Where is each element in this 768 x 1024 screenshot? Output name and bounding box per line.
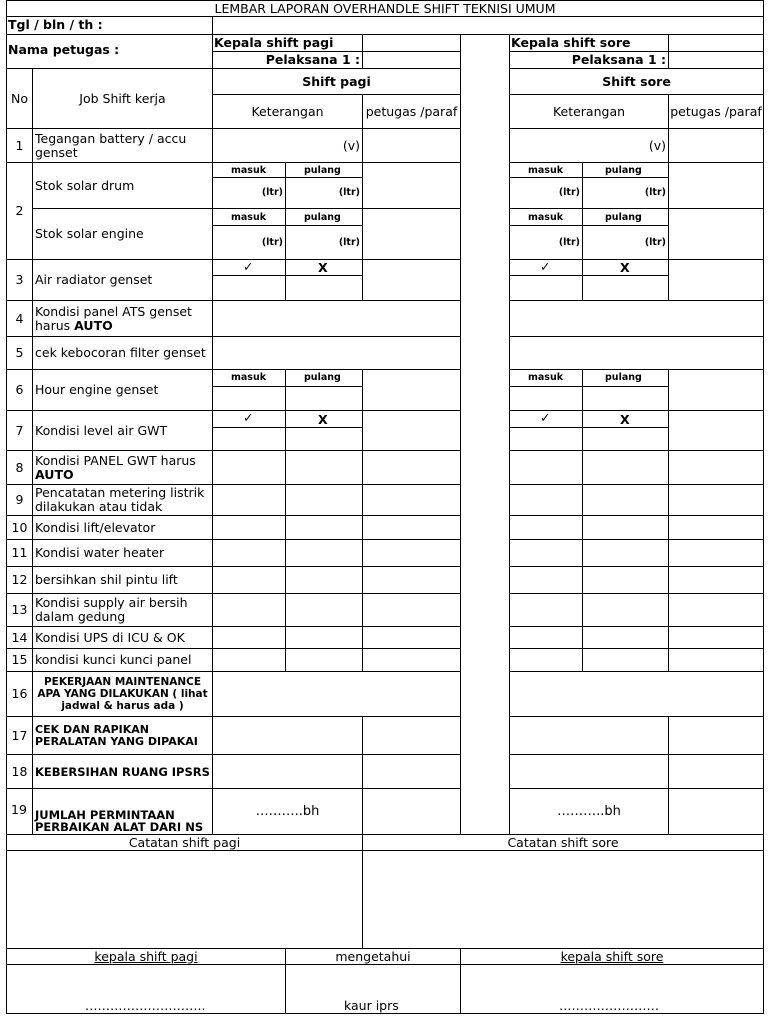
head-pagi-label: Kepala shift pagi — [212, 34, 363, 52]
pulang-field[interactable] — [582, 450, 669, 485]
check-field[interactable] — [212, 275, 286, 301]
pulang-cell[interactable]: pulang (ltr) — [285, 162, 363, 209]
petugas-sore-cell[interactable] — [668, 162, 764, 209]
row-no: 4 — [6, 300, 33, 337]
keterangan-pagi-cell[interactable] — [212, 671, 461, 717]
check-mark-cell[interactable] — [509, 259, 583, 276]
masuk-field[interactable] — [509, 450, 583, 485]
cross-mark-cell[interactable] — [582, 410, 669, 428]
pulang-cell[interactable]: pulang (ltr) — [582, 162, 669, 209]
masuk-field[interactable] — [212, 539, 286, 567]
form-title: LEMBAR LAPORAN OVERHANDLE SHIFT TEKNISI UMUM — [6, 0, 764, 17]
masuk-field[interactable] — [212, 386, 286, 411]
notes-pagi-area[interactable] — [6, 850, 363, 949]
notes-pagi-label: Catatan shift pagi — [6, 834, 363, 851]
petugas-pagi-cell[interactable] — [362, 369, 461, 411]
pulang-field[interactable] — [285, 626, 363, 649]
masuk-cell[interactable]: masuk (ltr) — [509, 162, 583, 209]
count-sore-field[interactable]: ………..bh — [509, 788, 669, 835]
check-mark-cell[interactable] — [212, 259, 286, 276]
keterangan-pagi-cell[interactable]: (v) — [212, 128, 363, 163]
row-job: JUMLAH PERMINTAAN PERBAIKAN ALAT DARI NS — [32, 788, 213, 835]
row-job: KEBERSIHAN RUANG IPSRS — [32, 754, 213, 789]
signature-kaur[interactable]: kaur iprs — [285, 964, 461, 1014]
pulang-field[interactable] — [285, 450, 363, 485]
row-no: 1 — [6, 128, 33, 163]
petugas-pagi-cell[interactable] — [362, 566, 461, 594]
footer-head-sore: kepala shift sore — [460, 948, 764, 965]
check-icon: ✓ — [243, 259, 254, 274]
masuk-field[interactable] — [509, 515, 583, 540]
row-no: 16 — [6, 671, 33, 717]
masuk-field[interactable] — [509, 484, 583, 516]
keterangan-pagi-cell[interactable] — [212, 716, 363, 755]
masuk-field[interactable] — [509, 566, 583, 594]
check-field[interactable] — [509, 427, 583, 451]
row-no: 8 — [6, 450, 33, 485]
row-job: Kondisi panel ATS genset harus AUTO — [32, 300, 213, 337]
row-no: 15 — [6, 648, 33, 672]
pulang-field[interactable] — [285, 386, 363, 411]
spacer-column — [460, 34, 510, 835]
petugas-sore-cell[interactable] — [668, 716, 764, 755]
pulang-field[interactable] — [285, 515, 363, 540]
footer-acknowledge: mengetahui — [285, 948, 461, 965]
col-keterangan-sore: Keterangan — [509, 94, 669, 129]
petugas-pagi-cell[interactable] — [362, 648, 461, 672]
petugas-sore-cell[interactable] — [668, 208, 764, 260]
row-job: Kondisi level air GWT — [32, 410, 213, 451]
masuk-field[interactable] — [212, 484, 286, 516]
cross-icon: X — [318, 260, 328, 275]
masuk-field[interactable] — [509, 539, 583, 567]
petugas-pagi-cell[interactable] — [362, 515, 461, 540]
date-label: Tgl / bln / th : — [6, 16, 213, 35]
keterangan-pagi-cell[interactable] — [212, 754, 363, 789]
pulang-field[interactable] — [582, 566, 669, 594]
petugas-pagi-cell[interactable] — [362, 162, 461, 209]
head-sore-field[interactable] — [668, 34, 764, 52]
notes-sore-area[interactable] — [362, 850, 764, 949]
row-job: Kondisi lift/elevator — [32, 515, 213, 540]
row-no: 10 — [6, 515, 33, 540]
petugas-pagi-cell[interactable] — [362, 450, 461, 485]
pulang-cell[interactable]: pulang (ltr) — [285, 208, 363, 260]
row-job: Stok solar engine — [32, 208, 213, 260]
check-icon: ✓ — [540, 410, 551, 425]
row-job: Kondisi water heater — [32, 539, 213, 567]
masuk-field[interactable] — [212, 593, 286, 627]
col-keterangan-pagi: Keterangan — [212, 94, 363, 129]
pelaksana-pagi-field[interactable] — [362, 51, 461, 69]
petugas-pagi-cell[interactable] — [362, 208, 461, 260]
col-no: No — [6, 68, 33, 129]
pelaksana-sore-label: Pelaksana 1 : — [509, 51, 669, 69]
keterangan-sore-cell[interactable]: (v) — [509, 128, 669, 163]
pulang-field[interactable] — [285, 566, 363, 594]
row-job: CEK DAN RAPIKAN PERALATAN YANG DIPAKAI — [32, 716, 213, 755]
petugas-sore-cell[interactable] — [668, 128, 764, 163]
petugas-sore-cell[interactable] — [668, 369, 764, 411]
row-no: 12 — [6, 566, 33, 594]
pulang-field[interactable] — [582, 539, 669, 567]
petugas-sore-cell[interactable] — [668, 259, 764, 301]
row-no: 6 — [6, 369, 33, 411]
masuk-cell[interactable]: masuk (ltr) — [212, 208, 286, 260]
row-job: Stok solar drum — [32, 162, 213, 209]
petugas-pagi-cell[interactable] — [362, 484, 461, 516]
footer-head-pagi: kepala shift pagi — [6, 948, 286, 965]
petugas-pagi-cell[interactable] — [362, 788, 461, 835]
petugas-pagi-cell[interactable] — [362, 539, 461, 567]
cross-mark-cell[interactable] — [582, 259, 669, 276]
row-job: kondisi kunci kunci panel — [32, 648, 213, 672]
cross-icon: X — [318, 412, 328, 427]
cross-icon: X — [620, 412, 630, 427]
keterangan-pagi-cell[interactable] — [212, 300, 461, 337]
pulang-field[interactable] — [285, 593, 363, 627]
masuk-field[interactable] — [509, 593, 583, 627]
row-no: 3 — [6, 259, 33, 301]
pulang-cell: pulang — [285, 369, 363, 387]
masuk-field[interactable] — [212, 648, 286, 672]
pulang-field[interactable] — [582, 484, 669, 516]
petugas-sore-cell[interactable] — [668, 515, 764, 540]
col-shift-pagi: Shift pagi — [212, 68, 461, 95]
row-no: 5 — [6, 336, 33, 370]
keterangan-sore-cell[interactable] — [509, 716, 669, 755]
row-job: cek kebocoran filter genset — [32, 336, 213, 370]
signature-sore[interactable]: …………………… — [460, 964, 764, 1014]
keterangan-sore-cell[interactable] — [509, 671, 764, 717]
officer-label: Nama petugas : — [6, 34, 213, 69]
col-petugas-sore: petugas /paraf — [668, 94, 764, 129]
cross-mark-cell[interactable] — [285, 410, 363, 428]
pelaksana-pagi-label: Pelaksana 1 : — [212, 51, 363, 69]
masuk-field[interactable] — [212, 515, 286, 540]
petugas-pagi-cell[interactable] — [362, 410, 461, 451]
row-no: 7 — [6, 410, 33, 451]
pulang-field[interactable] — [285, 539, 363, 567]
keterangan-sore-cell[interactable] — [509, 300, 764, 337]
cross-field[interactable] — [582, 275, 669, 301]
row-no: 14 — [6, 626, 33, 649]
row-job: Hour engine genset — [32, 369, 213, 411]
petugas-sore-cell[interactable] — [668, 648, 764, 672]
petugas-sore-cell[interactable] — [668, 539, 764, 567]
keterangan-sore-cell[interactable] — [509, 754, 669, 789]
pulang-field[interactable] — [582, 593, 669, 627]
pulang-field[interactable] — [285, 484, 363, 516]
signature-pagi[interactable]: ……………………….. — [6, 964, 286, 1014]
row-job: Kondisi supply air bersih dalam gedung — [32, 593, 213, 627]
col-job: Job Shift kerja — [32, 68, 213, 129]
row-job: Kondisi UPS di ICU & OK — [32, 626, 213, 649]
masuk-field[interactable] — [509, 626, 583, 649]
petugas-sore-cell[interactable] — [668, 754, 764, 789]
row-no: 2 — [6, 162, 33, 260]
masuk-cell: masuk — [509, 369, 583, 387]
pulang-cell[interactable]: pulang (ltr) — [582, 208, 669, 260]
masuk-cell[interactable]: masuk (ltr) — [509, 208, 583, 260]
row-job: bersihkan shil pintu lift — [32, 566, 213, 594]
petugas-pagi-cell[interactable] — [362, 128, 461, 163]
petugas-sore-cell[interactable] — [668, 626, 764, 649]
pulang-field[interactable] — [582, 386, 669, 411]
petugas-sore-cell[interactable] — [668, 450, 764, 485]
keterangan-sore-cell[interactable] — [509, 336, 764, 370]
pulang-field[interactable] — [285, 648, 363, 672]
cross-field[interactable] — [285, 427, 363, 451]
petugas-sore-cell[interactable] — [668, 593, 764, 627]
col-petugas-pagi: petugas /paraf — [362, 94, 461, 129]
pelaksana-sore-field[interactable] — [668, 51, 764, 69]
keterangan-pagi-cell[interactable] — [212, 336, 461, 370]
petugas-pagi-cell[interactable] — [362, 754, 461, 789]
row-no: 11 — [6, 539, 33, 567]
head-pagi-field[interactable] — [362, 34, 461, 52]
pulang-cell: pulang — [582, 369, 669, 387]
petugas-sore-cell[interactable] — [668, 484, 764, 516]
cross-field[interactable] — [582, 427, 669, 451]
count-pagi-field[interactable]: ………..bh — [212, 788, 363, 835]
petugas-sore-cell[interactable] — [668, 788, 764, 835]
row-no: 19 — [6, 788, 33, 835]
row-job: Tegangan battery / accu genset — [32, 128, 213, 163]
date-field[interactable] — [212, 16, 764, 35]
masuk-field[interactable] — [509, 648, 583, 672]
masuk-field[interactable] — [509, 386, 583, 411]
petugas-sore-cell[interactable] — [668, 566, 764, 594]
cross-field[interactable] — [285, 275, 363, 301]
petugas-pagi-cell[interactable] — [362, 716, 461, 755]
row-job: PEKERJAAN MAINTENANCE APA YANG DILAKUKAN ( lihat jadwal & harus ada ) — [32, 671, 213, 717]
check-icon: ✓ — [243, 410, 254, 425]
row-job: Kondisi PANEL GWT harus AUTO — [32, 450, 213, 485]
petugas-pagi-cell[interactable] — [362, 259, 461, 301]
masuk-cell[interactable]: masuk (ltr) — [212, 162, 286, 209]
cross-icon: X — [620, 260, 630, 275]
pulang-field[interactable] — [582, 515, 669, 540]
pulang-field[interactable] — [582, 648, 669, 672]
notes-sore-label: Catatan shift sore — [362, 834, 764, 851]
check-icon: ✓ — [540, 259, 551, 274]
petugas-pagi-cell[interactable] — [362, 626, 461, 649]
pulang-field[interactable] — [582, 626, 669, 649]
masuk-field[interactable] — [212, 450, 286, 485]
masuk-field[interactable] — [212, 566, 286, 594]
row-job: Air radiator genset — [32, 259, 213, 301]
check-field[interactable] — [509, 275, 583, 301]
row-no: 17 — [6, 716, 33, 755]
row-no: 9 — [6, 484, 33, 516]
masuk-field[interactable] — [212, 626, 286, 649]
petugas-pagi-cell[interactable] — [362, 593, 461, 627]
row-no: 18 — [6, 754, 33, 789]
check-mark-cell[interactable] — [509, 410, 583, 428]
row-job: Pencatatan metering listrik dilakukan atau tidak — [32, 484, 213, 516]
col-shift-sore: Shift sore — [509, 68, 764, 95]
head-sore-label: Kepala shift sore — [509, 34, 669, 52]
masuk-cell: masuk — [212, 369, 286, 387]
check-mark-cell[interactable] — [212, 410, 286, 428]
petugas-sore-cell[interactable] — [668, 410, 764, 451]
row-no: 13 — [6, 593, 33, 627]
check-field[interactable] — [212, 427, 286, 451]
cross-mark-cell[interactable] — [285, 259, 363, 276]
